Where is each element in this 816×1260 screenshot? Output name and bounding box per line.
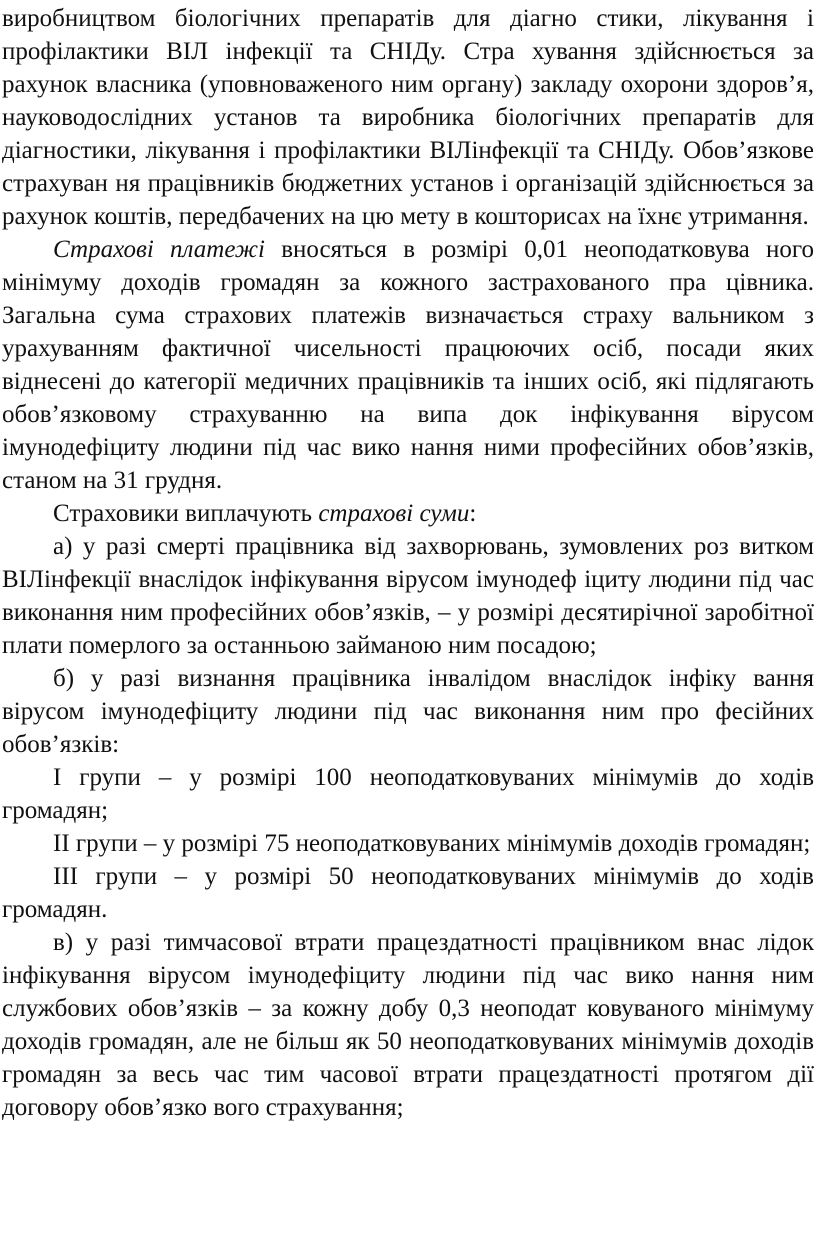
disability-group-2 <box>2 827 814 860</box>
disability-group-1 <box>2 761 814 827</box>
italic-term-insurance-payments: Страхові платежі <box>53 236 265 263</box>
paragraph-text: виробництвом біологічних препаратів для діагно стики, лікування і профілактики ВІЛ інфекції та СНІДу. Стра хування здійснюється за рахунок власника (уповноваженого ним органу) закладу охорони здоров’я, науководослідних установ та виробника біологічних препаратів для діагностики, лікування і профілактики ВІЛінфекції та СНІДу. Обов’язкове страхуван ня працівників бюджетних установ і організацій здійснюється за рахунок коштів, передбачених на цю мету в кошторисах на їхнє утримання. <box>2 5 814 230</box>
paragraph-text: І групи – у розмірі 100 неоподатковуваних мінімумів до ходів громадян; <box>2 764 814 824</box>
paragraph-text: ІІ групи – у розмірі 75 неоподатковуваних мінімумів доходів громадян; <box>53 830 811 857</box>
paragraph-colon: : <box>469 500 477 527</box>
list-item-v <box>2 926 814 1124</box>
paragraph-text: б) у разі визнання працівника інвалідом внаслідок інфіку вання вірусом імунодефіциту людини під час виконання ним про фесійних обов’язків: <box>2 665 814 758</box>
paragraph-2 <box>2 233 814 497</box>
list-item-a <box>2 530 814 662</box>
paragraph-text: ІІІ групи – у розмірі 50 неоподатковуваних мінімумів до ходів громадян. <box>2 863 814 923</box>
paragraph-text: вносяться в розмірі 0,01 неоподатковува ного мінімуму доходів громадян за кожного застрахованого пра цівника. Загальна сума страхових платежів визначається страху вальником з урахуванням фактичної чисельності працюючих осіб, посади яких віднесені до категорії медичних працівників та інших осіб, які підлягають обов’язковому страхуванню на випа док інфікування вірусом імунодефіциту людини під час вико нання ними професійних обов’язків, станом на 31 грудня. <box>2 236 814 494</box>
paragraph-1 <box>2 2 814 233</box>
paragraph-text: а) у разі смерті працівника від захворювань, зумовлених роз витком ВІЛінфекції внаслідок інфікування вірусом імунодеф іциту людини під час виконання ним професійних обов’язків, – у розмірі десятирічної заробітної плати померлого за останньою займаною ним посадою; <box>2 533 814 659</box>
paragraph-text: в) у разі тимчасової втрати працездатності працівником внас лідок інфікування вірусом імунодефіциту людини під час вико нання ним службових обов’язків – за кожну добу 0,3 неоподат ковуваного мінімуму доходів громадян, але не більш як 50 неоподатковуваних мінімумів доходів громадян за весь час тим часової втрати працездатності протягом дії договору обов’язко вого страхування; <box>2 929 814 1121</box>
italic-term-insurance-sums: страхові суми <box>318 500 470 527</box>
paragraph-text: Страховики виплачують <box>53 500 319 527</box>
disability-group-3 <box>2 860 814 926</box>
paragraph-3 <box>2 497 814 530</box>
list-item-b <box>2 662 814 761</box>
